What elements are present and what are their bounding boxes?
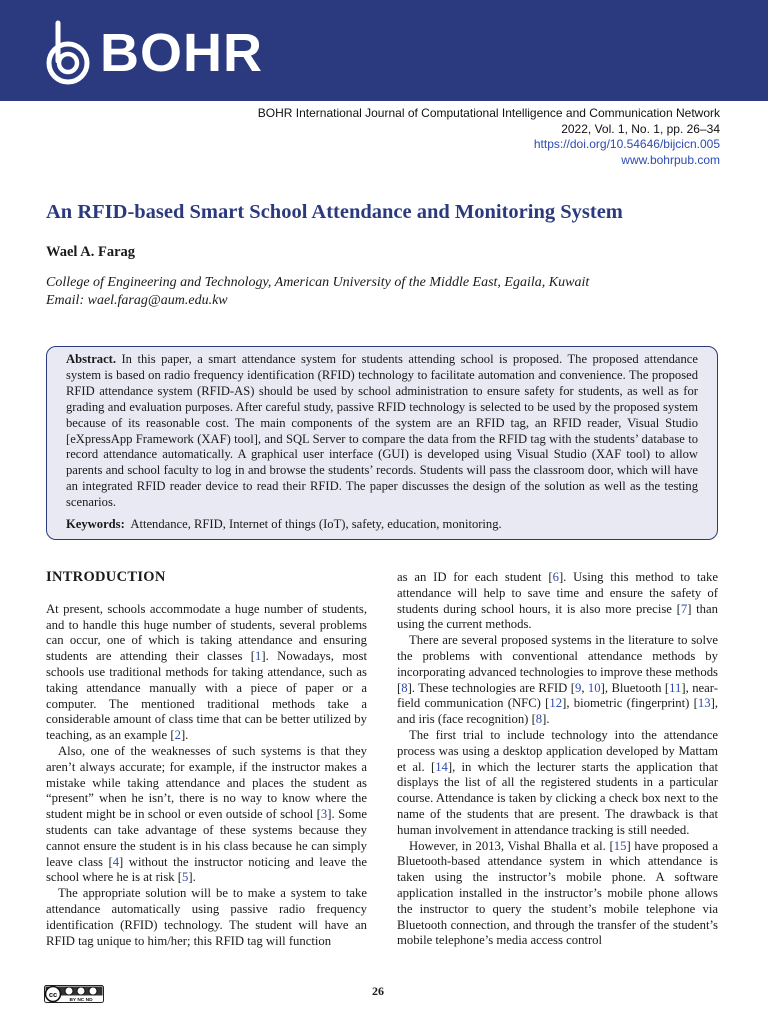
paragraph-text: as an ID for each student [: [397, 570, 553, 584]
citation-link[interactable]: 7: [680, 601, 688, 616]
body-paragraph: [397, 728, 718, 839]
paragraph-text: At present, schools accommodate a huge number of students, and to handle this huge number of students, several problems can occur, one of which is taking attendance and ensuring students are attending their classes [: [46, 601, 367, 664]
abstract-label: Abstract.: [66, 352, 117, 366]
license-text: BY NC ND: [69, 998, 93, 1003]
paragraph-text: ] than using the current methods.: [397, 601, 718, 632]
body-paragraph: [397, 839, 718, 950]
paragraph-text: ] without the instructor noticing and leave the school where he is at risk [: [46, 854, 367, 885]
paragraph-text: ], Bluetooth [: [600, 680, 670, 695]
abstract-box: [46, 346, 718, 540]
body-paragraph: [46, 744, 367, 886]
citation-link[interactable]: 3: [320, 807, 328, 822]
right-column: [397, 570, 718, 949]
citation-link[interactable]: 13: [697, 696, 711, 711]
citation-link[interactable]: 15: [613, 838, 627, 853]
journal-logo[interactable]: [44, 18, 263, 88]
body-paragraph: [397, 633, 718, 728]
citation-link[interactable]: 2: [174, 728, 181, 743]
affiliation: College of Engineering and Technology, American University of the Middle East, Egaila, Kuwait: [46, 275, 590, 290]
citation-link[interactable]: 12: [549, 696, 563, 711]
body-paragraph: [46, 602, 367, 744]
paragraph-text: ], biometric (fingerprint) [: [562, 696, 698, 711]
citation-link[interactable]: 11: [669, 680, 682, 695]
paragraph-text: ].: [180, 728, 189, 743]
paragraph-text: ], and iris (face recognition) [: [397, 696, 718, 727]
citation-link[interactable]: 9: [574, 680, 582, 695]
body-paragraph: [46, 886, 367, 949]
author-affiliation-block: [46, 274, 589, 310]
paragraph-text: Also, one of the weaknesses of such systems is that they aren’t always accurate; for example, if the instructor makes a mistake while taking attendance and places the student as “present” when he isn’t, there is no way to know where the student might be in school or even outside of school [: [46, 743, 367, 822]
website-link[interactable]: www.bohrpub.com: [621, 152, 720, 167]
doi-link[interactable]: https://doi.org/10.54646/bijcicn.005: [533, 137, 720, 151]
citation-link[interactable]: 6: [552, 570, 559, 584]
journal-name: BOHR International Journal of Computational Intelligence and Communication Network: [257, 106, 720, 120]
keywords-line: [66, 517, 698, 533]
section-heading-introduction: INTRODUCTION: [46, 569, 166, 585]
citation-link[interactable]: 10: [587, 680, 601, 695]
citation-link[interactable]: 14: [435, 759, 448, 774]
citation-link[interactable]: 5: [182, 870, 189, 885]
paragraph-text: ] have proposed a Bluetooth-based attendance system in which attendance is taken using the instructor’s mobile phone. A software application installed in the instructor’s mobile phone allows the instructor to query the student’s mobile telephone via Bluetooth connection, and through the transfer of the student’s mobile telephone’s media access control: [397, 838, 718, 948]
author-name: Wael A. Farag: [46, 244, 136, 260]
keywords-text: Attendance, RFID, Internet of things (IoT), safety, education, monitoring.: [130, 517, 502, 532]
citation-link[interactable]: 4: [112, 854, 120, 869]
abstract-paragraph: [66, 352, 698, 511]
left-paragraphs: [46, 602, 367, 950]
paragraph-text: ,: [581, 680, 588, 695]
page-number: 26: [372, 984, 384, 998]
paragraph-text: However, in 2013, Vishal Bhalla et al. [: [409, 838, 614, 853]
volume-info: 2022, Vol. 1, No. 1, pp. 26–34: [561, 121, 720, 136]
paragraph-text: ]. Using this method to take attendance will help to save time and ensure the safety of students during school hours, it is also more precise [: [397, 570, 718, 616]
logo-text: BOHR: [100, 23, 263, 83]
bohr-logo-icon: [44, 19, 96, 87]
paragraph-text: ]. These technologies are RFID [: [407, 680, 575, 695]
citation-link[interactable]: 1: [255, 649, 262, 664]
left-column: [46, 570, 367, 949]
author-email: Email: wael.farag@aum.edu.kw: [46, 293, 228, 308]
body-paragraph: [397, 570, 718, 633]
paragraph-text: There are several proposed systems in the literature to solve the problems with conventional attendance methods by incorporating advanced technologies to improve these methods [: [397, 633, 718, 695]
paragraph-text: The first trial to include technology into the attendance process was using a desktop application developed by Mattam et al. [: [397, 727, 718, 774]
paragraph-text: ], near-field communication (NFC) [: [397, 680, 719, 711]
paragraph-text: The appropriate solution will be to make a system to take attendance automatically using passive radio frequency identification (RFID) technology. The student will have an RFID tag unique to him/her; this RFID tag will function: [46, 886, 367, 948]
svg-text:cc: cc: [48, 990, 58, 999]
keywords-label: Keywords:: [66, 517, 125, 532]
paragraph-text: ]. Some students can take advantage of these systems because they cannot ensure the student is in his class because he can simply leave class [: [46, 807, 367, 869]
citation-link[interactable]: 8: [401, 680, 408, 695]
cc-by-nc-nd-icon: [44, 985, 104, 1003]
paragraph-text: ]. Nowadays, most schools use traditional methods for taking attendance, such as taking attendance manually with a piece of paper or a computer. The mentioned traditional methods take a considerable amount of class time that can be better utilized by teaching, as an example [: [46, 649, 367, 743]
article-title: An RFID-based Smart School Attendance and Monitoring System: [46, 201, 623, 223]
header-banner: [0, 0, 768, 101]
abstract-text: In this paper, a smart attendance system for students attending school is proposed. The proposed attendance system is based on radio frequency identification (RFID) technology to facilitate automation and convenience. The proposed RFID attendance system (RFID-AS) should be used by school administration to ensure safety for students, as well as for grading and evaluation purposes. After careful study, passive RFID technology is selected to be used by the proposed system because of its reasonable cost. The main components of the system are an RFID tag, an RFID reader, Visual Studio [eXpressApp Framework (XAF) tool], and SQL Server to compare the data from the RFID tag with the students’ database to record attendance automatically. A graphical user interface (GUI) is developed using Visual Studio (XAF tool) to allow parents and school faculty to log in and browse the students’ records. Students will pass the classroom door, which will have an integrated RFID reader device to read their RFID. The paper discusses the design of the solution as well as the testing scenarios.: [66, 352, 698, 510]
paragraph-text: ].: [542, 712, 550, 727]
right-paragraphs: [397, 570, 718, 949]
paragraph-text: ], in which the lecturer starts the application that displays the list of all the registered students in a particular course. Attendance is taken by clicking a check box next to the name of the students that are present. The drawback is that human involvement in attendance tracking is still needed.: [397, 759, 719, 837]
journal-info: [258, 106, 720, 168]
citation-link[interactable]: 8: [535, 712, 543, 727]
paragraph-text: ].: [188, 870, 196, 885]
license-badge[interactable]: [44, 985, 104, 1008]
